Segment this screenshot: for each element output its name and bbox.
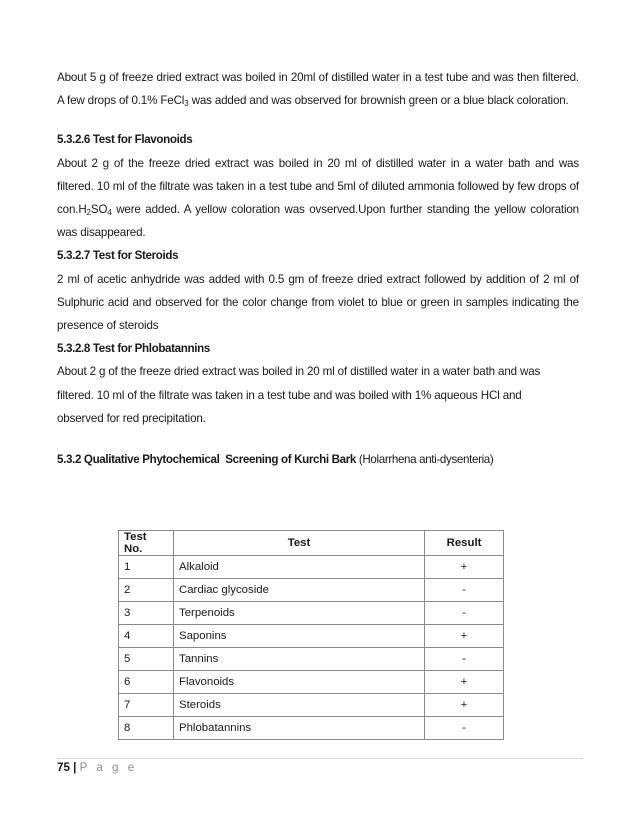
flavonoids-text-a: About 2 g of the freeze dried extract was boiled in 20 ml of distilled water in a water bath and was filtered. 10 ml of the filtrate was taken in a test tube and 5ml of diluted ammonia followed by few drops of con.H [57,156,579,217]
cell-result: - [425,602,504,625]
cell-result: + [425,671,504,694]
cell-test-no: 5 [119,648,174,671]
table-row [119,694,504,717]
cell-result: - [425,648,504,671]
page-number: 75 [57,761,70,774]
screening-heading-species: (Holarrhena anti-dysenteria) [356,453,494,467]
table-header-row [119,531,504,556]
intro-text: About 5 g of freeze dried extract was boiled in 20ml of distilled water in a test tube and was then filtered. A few drops of 0.1% FeCl [57,71,579,108]
page-label: P a g e [79,761,138,774]
cell-result: + [425,556,504,579]
steroids-heading: 5.3.2.7 Test for Steroids [57,249,179,263]
cell-test: Steroids [174,694,425,717]
header-result: Result [425,531,504,556]
cell-test: Saponins [174,625,425,648]
phlobatannins-line-2: filtered. 10 ml of the filtrate was taken in a test tube and was boiled with 1% aqueous HCl and [57,388,522,402]
cell-test-no: 1 [119,556,174,579]
cell-test-no: 8 [119,717,174,740]
cell-test: Terpenoids [174,602,425,625]
cell-test: Alkaloid [174,556,425,579]
phytochemical-results-table [118,530,504,740]
flavonoids-subscript-2: 4 [107,208,112,218]
intro-subscript: 3 [184,99,189,109]
table-row [119,671,504,694]
cell-result: + [425,625,504,648]
phlobatannins-line-1: About 2 g of the freeze dried extract was boiled in 20 ml of distilled water in a water bath and was [57,365,541,379]
table-row [119,648,504,671]
flavonoids-text-b: SO [90,203,108,217]
table-row [119,625,504,648]
header-test: Test [174,531,425,556]
intro-text-tail: was added and was observed for brownish green or a blue black coloration. [188,94,569,108]
table-row [119,556,504,579]
flavonoids-subscript-1: 2 [86,208,91,218]
cell-test: Cardiac glycoside [174,579,425,602]
screening-heading-bold: 5.3.2 Qualitative Phytochemical Screening of Kurchi Bark [57,453,356,467]
cell-test-no: 2 [119,579,174,602]
cell-test: Phlobatannins [174,717,425,740]
table-row [119,602,504,625]
steroids-paragraph: 2 ml of acetic anhydride was added with 0.5 gm of freeze dried extract followed by addition of 2 ml of Sulphuric acid and observed for the color change from violet to blue or green in samples indicating the presence of steroids [57,272,579,333]
cell-test-no: 7 [119,694,174,717]
flavonoids-text-c: were added. A yellow coloration was ovserved.Upon further standing the yellow coloration was disappeared. [57,203,579,240]
header-test-no: Test No. [119,531,174,556]
page-footer [57,759,137,777]
flavonoids-paragraph [57,152,579,245]
intro-paragraph [57,66,579,112]
cell-test-no: 6 [119,671,174,694]
document-page [57,66,579,471]
cell-result: - [425,579,504,602]
cell-test: Tannins [174,648,425,671]
screening-heading [57,448,579,471]
cell-test-no: 3 [119,602,174,625]
footer-separator: | [73,761,77,774]
cell-test: Flavonoids [174,671,425,694]
table-row [119,579,504,602]
cell-result: - [425,717,504,740]
cell-result: + [425,694,504,717]
phlobatannins-heading: 5.3.2.8 Test for Phlobatannins [57,342,210,356]
table-row [119,717,504,740]
cell-test-no: 4 [119,625,174,648]
flavonoids-heading: 5.3.2.6 Test for Flavonoids [57,133,193,147]
phlobatannins-line-3: observed for red precipitation. [57,411,206,425]
